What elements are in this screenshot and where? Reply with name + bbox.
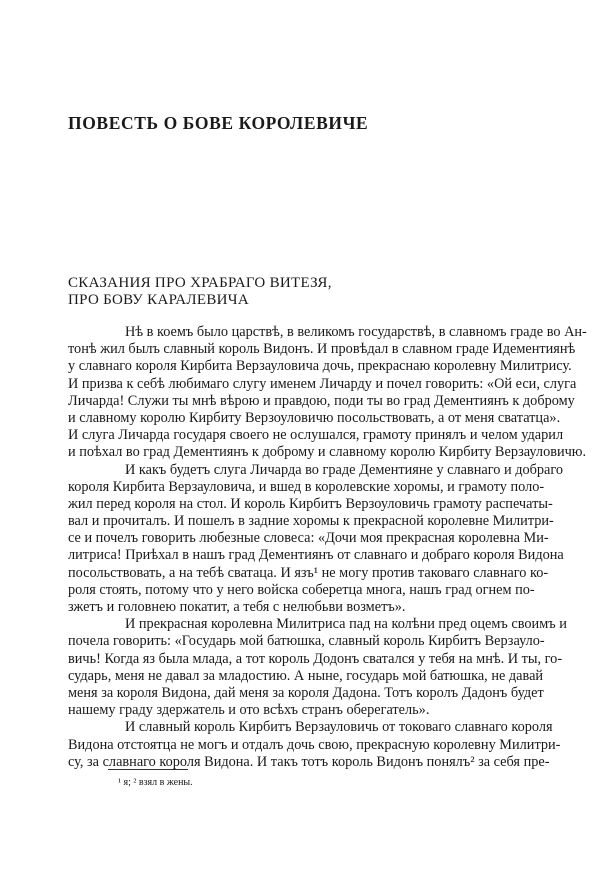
text-line: литриса! Приѣхал в нашъ град Дементиянъ от славнаго и добраго короля Видона <box>68 547 564 564</box>
body-text <box>68 324 587 771</box>
text-line: се и почелъ говорить любезные словеса: «Дочи моя прекрасная королевна Ми- <box>68 530 549 547</box>
text-line: вичь! Когда яз была млада, а тот король Додонъ сватался у тебя на мнѣ. И ты, го- <box>68 650 563 667</box>
text-line: Личарда! Служи ты мнѣ вѣрою и правдою, поди ты во град Дементиянъ к доброму <box>68 392 575 409</box>
text-line: И прекрасная королевна Милитриса пад на колѣни пред оцемъ своимъ и <box>125 616 567 633</box>
paragraph <box>68 324 587 462</box>
page-title: ПОВЕСТЬ О БОВЕ КОРОЛЕВИЧЕ <box>68 113 369 133</box>
paragraph <box>68 461 564 617</box>
text-line: посольствовать, а на тебѣ сватаца. И язъ¹ не могу против таковаго славнаго ко- <box>68 564 549 581</box>
paragraph <box>68 616 567 719</box>
text-line: И слуга Личарда государя своего не ослушался, грамоту принялъ и челом ударил <box>68 427 564 444</box>
text-line: у славнаго короля Кирбита Верзауловича дочь, прекраснаю королевну Милитрису. <box>68 358 572 375</box>
text-line: сударь, меня не давал за младостию. А ныне, государь мой батюшка, не давай <box>68 667 544 684</box>
text-line: тонѣ жил былъ славный король Видонъ. И провѣдал в славном граде Идементиянѣ <box>68 341 576 358</box>
footnote: ¹ я; ² взял в жены. <box>118 777 193 788</box>
text-line: су, за славнаго короля Видона. И такъ тотъ король Видонъ понялъ² за себя пре- <box>68 753 550 770</box>
text-line: жил перед короля на стол. И король Кирбитъ Верзоуловичь грамоту распечаты- <box>68 495 553 512</box>
text-line: и славному королю Кирбиту Верзоуловичю посольствовать, а от меня свататца». <box>68 409 561 426</box>
text-line: зжетъ и головнею покатит, а тебя с нелюбьви возметъ». <box>68 599 406 615</box>
text-line: И призва к себѣ любимаго слугу именем Личарду и почел говорить: «Ой еси, слуга <box>68 375 577 392</box>
text-line: меня за короля Видона, дай меня за короля Дадона. Тотъ королъ Дадонъ будет <box>68 684 544 701</box>
text-line: почела говорить: «Государь мой батюшка, славный король Кирбитъ Верзауло- <box>68 633 545 650</box>
subtitle-line: СКАЗАНИЯ ПРО ХРАБРАГО ВИТЕЗЯ, <box>68 275 332 291</box>
text-line: И славный король Кирбитъ Верзауловичь от токоваго славнаго короля <box>125 719 553 736</box>
subtitle-line: ПРО БОВУ КАРАЛЕВИЧА <box>68 292 249 309</box>
text-line: Нѣ в коемъ было царствѣ, в великомъ государствѣ, в славномъ граде во Ан- <box>125 324 587 340</box>
text-line: Видона отстоятца не могъ и отдалъ дочь свою, прекрасную королевну Милитри- <box>68 736 561 753</box>
section-subtitle <box>68 273 332 310</box>
text-line: короля Кирбита Верзауловича, и вшед в королевские хоромы, и грамоту поло- <box>68 478 545 495</box>
text-line: нашему граду здержатель и ото всѣхъ странъ оберегатель». <box>68 702 430 719</box>
text-line: роля стоять, потому что у него войска соберетца многа, нашъ град огнем по- <box>68 581 535 598</box>
footnote-divider <box>108 769 188 770</box>
text-line: И какъ будетъ слуга Личарда во граде Дементияне у славнаго и добраго <box>125 461 564 478</box>
text-line: и поѣхал во град Дементиянъ к доброму и славному королю Кирбиту Верзауловичю. <box>68 444 587 461</box>
paragraph <box>68 719 561 771</box>
text-line: вал и прочиталъ. И пошелъ в задние хоромы к прекрасной королевне Милитри- <box>68 513 554 530</box>
